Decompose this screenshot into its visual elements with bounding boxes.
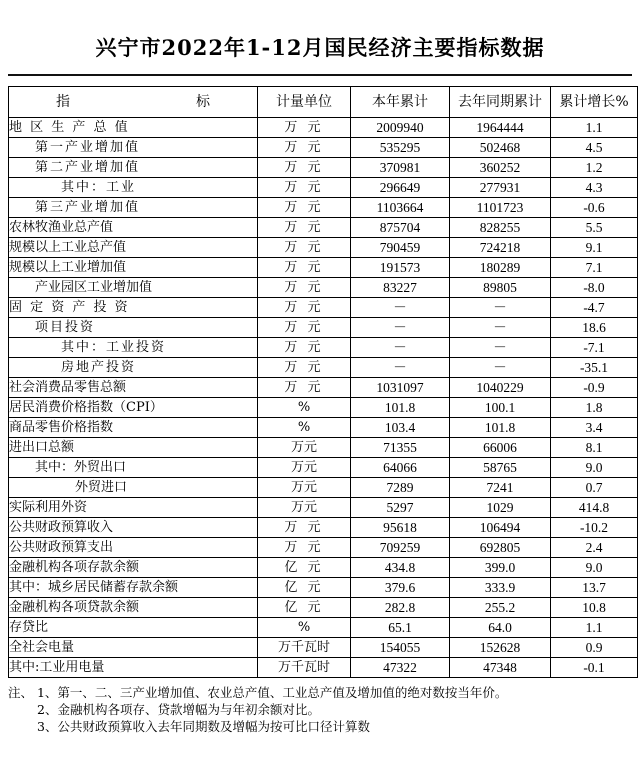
cell-indicator: 其中：城乡居民储蓄存款余额: [9, 578, 258, 598]
cell-unit: %: [258, 398, 351, 418]
cell-previous: 828255: [450, 218, 551, 238]
cell-previous: 1101723: [450, 198, 551, 218]
cell-unit: 万 元: [258, 158, 351, 178]
cell-previous: 724218: [450, 238, 551, 258]
table-row: [9, 598, 638, 618]
cell-unit: 万元: [258, 498, 351, 518]
cell-growth: -8.0: [551, 278, 638, 298]
table-row: [9, 578, 638, 598]
cell-growth: -7.1: [551, 338, 638, 358]
cell-current: 191573: [351, 258, 450, 278]
cell-current: 64066: [351, 458, 450, 478]
cell-indicator: 全社会电量: [9, 638, 258, 658]
cell-growth: 2.4: [551, 538, 638, 558]
cell-unit: 万 元: [258, 278, 351, 298]
cell-indicator: 其中：工业投资: [9, 338, 258, 358]
header-indicator: 指 标: [9, 87, 258, 118]
cell-unit: 万元: [258, 438, 351, 458]
cell-indicator: 外贸进口: [9, 478, 258, 498]
cell-previous: 1040229: [450, 378, 551, 398]
table-body: [9, 118, 638, 678]
cell-unit: 万 元: [258, 298, 351, 318]
table-row: [9, 198, 638, 218]
table-row: [9, 298, 638, 318]
cell-current: －: [351, 318, 450, 338]
table-row: [9, 158, 638, 178]
table-row: [9, 258, 638, 278]
cell-growth: 4.3: [551, 178, 638, 198]
cell-growth: 10.8: [551, 598, 638, 618]
cell-growth: 1.1: [551, 118, 638, 138]
title-banner: [8, 22, 632, 76]
table-header-row: [9, 87, 638, 118]
cell-growth: -0.6: [551, 198, 638, 218]
cell-current: 47322: [351, 658, 450, 678]
cell-current: 83227: [351, 278, 450, 298]
cell-growth: -35.1: [551, 358, 638, 378]
cell-growth: 0.9: [551, 638, 638, 658]
cell-growth: 0.7: [551, 478, 638, 498]
table-row: [9, 638, 638, 658]
cell-indicator: 地 区 生 产 总 值: [9, 118, 258, 138]
page-title: 兴宁市2022年1-12月国民经济主要指标数据: [95, 35, 545, 60]
table-row: [9, 358, 638, 378]
cell-current: 1031097: [351, 378, 450, 398]
cell-previous: 399.0: [450, 558, 551, 578]
cell-unit: 亿 元: [258, 558, 351, 578]
cell-unit: 万 元: [258, 358, 351, 378]
cell-current: 103.4: [351, 418, 450, 438]
cell-growth: -0.1: [551, 658, 638, 678]
cell-current: －: [351, 338, 450, 358]
cell-indicator: 其中:工业用电量: [9, 658, 258, 678]
cell-growth: -0.9: [551, 378, 638, 398]
cell-growth: 1.8: [551, 398, 638, 418]
cell-current: 1103664: [351, 198, 450, 218]
cell-unit: 万 元: [258, 118, 351, 138]
cell-previous: 692805: [450, 538, 551, 558]
table-row: [9, 618, 638, 638]
table-row: [9, 438, 638, 458]
cell-growth: 414.8: [551, 498, 638, 518]
cell-indicator: 居民消费价格指数（CPI）: [9, 398, 258, 418]
cell-unit: %: [258, 418, 351, 438]
cell-unit: 万 元: [258, 338, 351, 358]
cell-growth: -4.7: [551, 298, 638, 318]
cell-unit: 万 元: [258, 198, 351, 218]
cell-growth: 18.6: [551, 318, 638, 338]
cell-growth: 4.5: [551, 138, 638, 158]
cell-previous: －: [450, 338, 551, 358]
cell-unit: %: [258, 618, 351, 638]
table-row: [9, 318, 638, 338]
note-line-2: 2、金融机构各项存、贷款增幅为与年初余额对比。: [37, 702, 320, 717]
cell-current: 2009940: [351, 118, 450, 138]
cell-indicator: 其中：工业: [9, 178, 258, 198]
cell-current: －: [351, 358, 450, 378]
cell-previous: 7241: [450, 478, 551, 498]
cell-indicator: 进出口总额: [9, 438, 258, 458]
cell-indicator: 公共财政预算收入: [9, 518, 258, 538]
cell-unit: 万 元: [258, 178, 351, 198]
cell-previous: 1964444: [450, 118, 551, 138]
cell-indicator: 公共财政预算支出: [9, 538, 258, 558]
cell-indicator: 第二产业增加值: [9, 158, 258, 178]
cell-indicator: 其中：外贸出口: [9, 458, 258, 478]
cell-current: 71355: [351, 438, 450, 458]
cell-current: 296649: [351, 178, 450, 198]
cell-previous: 180289: [450, 258, 551, 278]
cell-unit: 亿 元: [258, 598, 351, 618]
cell-indicator: 规模以上工业总产值: [9, 238, 258, 258]
cell-indicator: 第三产业增加值: [9, 198, 258, 218]
header-unit: 计量单位: [258, 87, 351, 118]
cell-previous: 255.2: [450, 598, 551, 618]
cell-previous: 89805: [450, 278, 551, 298]
header-growth: 累计增长%: [551, 87, 638, 118]
cell-current: 709259: [351, 538, 450, 558]
cell-previous: 106494: [450, 518, 551, 538]
cell-current: 101.8: [351, 398, 450, 418]
table-row: [9, 558, 638, 578]
table-row: [9, 178, 638, 198]
cell-previous: 47348: [450, 658, 551, 678]
cell-previous: 333.9: [450, 578, 551, 598]
table-row: [9, 658, 638, 678]
table-row: [9, 118, 638, 138]
cell-current: 95618: [351, 518, 450, 538]
cell-unit: 万 元: [258, 318, 351, 338]
cell-current: －: [351, 298, 450, 318]
cell-previous: 1029: [450, 498, 551, 518]
note-line-1: 注、 1、第一、二、三产业增加值、农业总产值、工业总产值及增加值的绝对数按当年价。: [8, 685, 508, 700]
cell-current: 434.8: [351, 558, 450, 578]
cell-indicator: 项目投资: [9, 318, 258, 338]
cell-growth: 1.2: [551, 158, 638, 178]
cell-previous: 58765: [450, 458, 551, 478]
cell-growth: 7.1: [551, 258, 638, 278]
cell-indicator: 社会消费品零售总额: [9, 378, 258, 398]
table-row: [9, 498, 638, 518]
cell-growth: 5.5: [551, 218, 638, 238]
cell-current: 379.6: [351, 578, 450, 598]
cell-current: 7289: [351, 478, 450, 498]
cell-growth: 3.4: [551, 418, 638, 438]
cell-unit: 万元: [258, 478, 351, 498]
document-page: [0, 22, 640, 758]
notes-block: [8, 684, 632, 735]
cell-unit: 万 元: [258, 538, 351, 558]
table-row: [9, 218, 638, 238]
cell-current: 154055: [351, 638, 450, 658]
cell-unit: 万 元: [258, 218, 351, 238]
cell-indicator: 存贷比: [9, 618, 258, 638]
cell-current: 790459: [351, 238, 450, 258]
cell-previous: 100.1: [450, 398, 551, 418]
cell-indicator: 固 定 资 产 投 资: [9, 298, 258, 318]
cell-unit: 万千瓦时: [258, 638, 351, 658]
table-row: [9, 478, 638, 498]
table-row: [9, 538, 638, 558]
cell-previous: 277931: [450, 178, 551, 198]
cell-growth: 13.7: [551, 578, 638, 598]
cell-previous: 502468: [450, 138, 551, 158]
table-row: [9, 418, 638, 438]
table-row: [9, 338, 638, 358]
cell-previous: －: [450, 358, 551, 378]
cell-indicator: 金融机构各项存款余额: [9, 558, 258, 578]
cell-previous: －: [450, 298, 551, 318]
cell-current: 282.8: [351, 598, 450, 618]
cell-unit: 亿 元: [258, 578, 351, 598]
table-row: [9, 238, 638, 258]
table-row: [9, 458, 638, 478]
cell-current: 875704: [351, 218, 450, 238]
cell-indicator: 商品零售价格指数: [9, 418, 258, 438]
cell-growth: 8.1: [551, 438, 638, 458]
cell-growth: 1.1: [551, 618, 638, 638]
cell-unit: 万 元: [258, 258, 351, 278]
cell-indicator: 房地产投资: [9, 358, 258, 378]
cell-previous: 64.0: [450, 618, 551, 638]
cell-current: 65.1: [351, 618, 450, 638]
cell-current: 5297: [351, 498, 450, 518]
cell-growth: -10.2: [551, 518, 638, 538]
cell-unit: 万 元: [258, 138, 351, 158]
cell-unit: 万元: [258, 458, 351, 478]
table-row: [9, 278, 638, 298]
cell-indicator: 规模以上工业增加值: [9, 258, 258, 278]
cell-growth: 9.0: [551, 558, 638, 578]
statistics-table: [8, 86, 638, 678]
cell-unit: 万 元: [258, 378, 351, 398]
header-previous: 去年同期累计: [450, 87, 551, 118]
header-current: 本年累计: [351, 87, 450, 118]
cell-unit: 万 元: [258, 238, 351, 258]
cell-previous: 66006: [450, 438, 551, 458]
table-row: [9, 138, 638, 158]
cell-previous: 101.8: [450, 418, 551, 438]
cell-indicator: 金融机构各项贷款余额: [9, 598, 258, 618]
note-line-3: 3、公共财政预算收入去年同期数及增幅为按可比口径计算数: [37, 719, 370, 734]
cell-unit: 万 元: [258, 518, 351, 538]
table-row: [9, 518, 638, 538]
cell-growth: 9.1: [551, 238, 638, 258]
cell-previous: 360252: [450, 158, 551, 178]
cell-indicator: 产业园区工业增加值: [9, 278, 258, 298]
cell-growth: 9.0: [551, 458, 638, 478]
cell-indicator: 农林牧渔业总产值: [9, 218, 258, 238]
cell-current: 535295: [351, 138, 450, 158]
table-row: [9, 378, 638, 398]
cell-previous: 152628: [450, 638, 551, 658]
table-row: [9, 398, 638, 418]
cell-unit: 万千瓦时: [258, 658, 351, 678]
cell-indicator: 第一产业增加值: [9, 138, 258, 158]
cell-current: 370981: [351, 158, 450, 178]
cell-previous: －: [450, 318, 551, 338]
cell-indicator: 实际利用外资: [9, 498, 258, 518]
